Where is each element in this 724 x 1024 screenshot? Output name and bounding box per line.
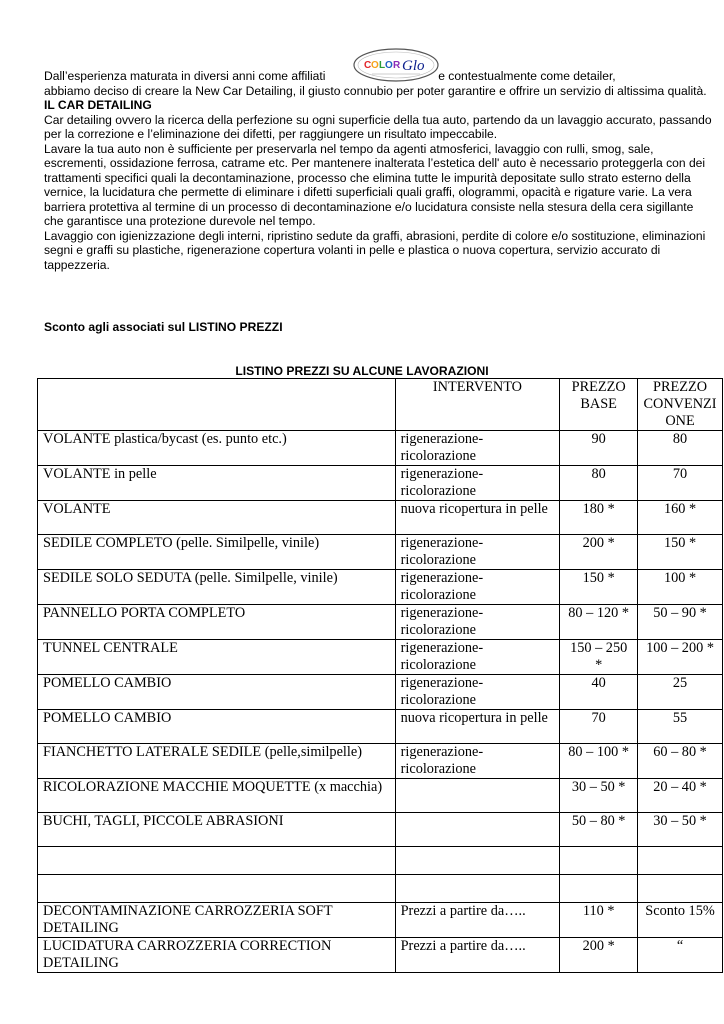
- table-row: [38, 938, 723, 973]
- row-cell-item: TUNNEL CENTRALE: [38, 640, 396, 675]
- table-row: [38, 744, 723, 779]
- row-cell-prezzo-convenzione: 70: [638, 466, 723, 501]
- row-cell-item: VOLANTE in pelle: [38, 466, 396, 501]
- row-cell-prezzo-convenzione: 25: [638, 675, 723, 710]
- row-cell-intervento: rigenerazione-ricolorazione: [395, 640, 560, 675]
- row-cell-intervento: rigenerazione-ricolorazione: [395, 431, 560, 466]
- row-cell-prezzo-convenzione: 150 *: [638, 535, 723, 570]
- row-cell-intervento: nuova ricopertura in pelle: [395, 710, 560, 744]
- section-heading: IL CAR DETAILING: [44, 98, 152, 112]
- table-row: [38, 710, 723, 744]
- row-cell-intervento: rigenerazione-ricolorazione: [395, 535, 560, 570]
- row-cell-item: FIANCHETTO LATERALE SEDILE (pelle,similpelle): [38, 744, 396, 779]
- table-row: [38, 605, 723, 640]
- row-cell-prezzo-base: 150 *: [560, 570, 638, 605]
- table-row: [38, 813, 723, 847]
- row-cell-prezzo-base: 200 *: [560, 535, 638, 570]
- intro-line-1: [44, 58, 716, 84]
- row-cell-item: PANNELLO PORTA COMPLETO: [38, 605, 396, 640]
- row-cell-prezzo-base: 110 *: [560, 903, 638, 938]
- table-row: [38, 847, 723, 875]
- table-row: [38, 501, 723, 535]
- intro-paragraph-2: Lavare la tua auto non è sufficiente per preservarla nel tempo da agenti atmosferici, lavaggio con rulli, smog, sale, escrementi, ossidazione ferrosa, catrame etc. Per mantenere inalterata l’estetica dell' auto è necessario proteggerla con dei trattamenti specifici quali la decontaminazione, processo che elimina tutte le impurità depositate sullo strato esterno della vernice, la lucidatura che permette di eliminare i difetti superficiali quali graffi, ologrammi, opacità e rigature varie. La vera barriera protettiva al termine di un processo di decontaminazione e/o lucidatura consiste nella stesura della cera sigillante che garantisce una protezione durevole nel tempo.: [44, 141, 706, 228]
- row-cell-prezzo-base: 30 – 50 *: [560, 779, 638, 813]
- row-cell-prezzo-convenzione: 100 – 200 *: [638, 640, 723, 675]
- svg-text:R: R: [393, 60, 401, 71]
- intro-line-2: abbiamo deciso di creare la New Car Detailing, il giusto connubio per poter garantire e offrire un servizio di altissima qualità.: [44, 83, 707, 98]
- table-row: [38, 535, 723, 570]
- row-cell-item: POMELLO CAMBIO: [38, 710, 396, 744]
- row-cell-prezzo-convenzione: [638, 847, 723, 875]
- listino-title: LISTINO PREZZI SU ALCUNE LAVORAZIONI: [235, 364, 489, 378]
- row-cell-item: VOLANTE: [38, 501, 396, 535]
- sconto-heading: Sconto agli associati sul LISTINO PREZZI: [44, 320, 283, 334]
- intro-text: [44, 58, 716, 272]
- row-cell-item: [38, 847, 396, 875]
- row-cell-item: VOLANTE plastica/bycast (es. punto etc.): [38, 431, 396, 466]
- row-cell-intervento: Prezzi a partire da…..: [395, 903, 560, 938]
- table-row: [38, 779, 723, 813]
- row-cell-item: [38, 875, 396, 903]
- row-cell-item: SEDILE COMPLETO (pelle. Similpelle, vinile): [38, 535, 396, 570]
- row-cell-prezzo-base: 90: [560, 431, 638, 466]
- table-row: [38, 466, 723, 501]
- header-cell-prezzo-convenzione: PREZZO CONVENZI ONE: [638, 379, 723, 431]
- svg-text:L: L: [379, 60, 386, 71]
- row-cell-prezzo-base: 150 – 250 *: [560, 640, 638, 675]
- row-cell-intervento: rigenerazione-ricolorazione: [395, 466, 560, 501]
- row-cell-prezzo-convenzione: 160 *: [638, 501, 723, 535]
- header-cell-item: [38, 379, 396, 431]
- table-row: [38, 875, 723, 903]
- row-cell-prezzo-base: 80: [560, 466, 638, 501]
- row-cell-prezzo-base: [560, 847, 638, 875]
- row-cell-prezzo-convenzione: 30 – 50 *: [638, 813, 723, 847]
- row-cell-intervento: [395, 875, 560, 903]
- row-cell-prezzo-convenzione: [638, 875, 723, 903]
- row-cell-prezzo-convenzione: 50 – 90 *: [638, 605, 723, 640]
- row-cell-prezzo-base: [560, 875, 638, 903]
- row-cell-intervento: [395, 779, 560, 813]
- table-row: [38, 570, 723, 605]
- row-cell-prezzo-convenzione: 80: [638, 431, 723, 466]
- table-header-row: [38, 379, 723, 431]
- table-row: [38, 640, 723, 675]
- row-cell-item: BUCHI, TAGLI, PICCOLE ABRASIONI: [38, 813, 396, 847]
- row-cell-prezzo-convenzione: 60 – 80 *: [638, 744, 723, 779]
- row-cell-item: LUCIDATURA CARROZZERIA CORRECTION DETAILING: [38, 938, 396, 973]
- row-cell-prezzo-base: 70: [560, 710, 638, 744]
- row-cell-intervento: rigenerazione-ricolorazione: [395, 605, 560, 640]
- row-cell-intervento: rigenerazione-ricolorazione: [395, 675, 560, 710]
- row-cell-intervento: rigenerazione-ricolorazione: [395, 570, 560, 605]
- intro-line1-before: Dall’esperienza maturata in diversi anni come affiliati: [44, 69, 326, 83]
- table-row: [38, 431, 723, 466]
- row-cell-prezzo-base: 200 *: [560, 938, 638, 973]
- row-cell-item: SEDILE SOLO SEDUTA (pelle. Similpelle, vinile): [38, 570, 396, 605]
- table-row: [38, 903, 723, 938]
- row-cell-intervento: rigenerazione-ricolorazione: [395, 744, 560, 779]
- row-cell-intervento: Prezzi a partire da…..: [395, 938, 560, 973]
- row-cell-prezzo-convenzione: 100 *: [638, 570, 723, 605]
- svg-text:O: O: [371, 60, 379, 71]
- header-cell-intervento: INTERVENTO: [395, 379, 560, 431]
- row-cell-intervento: [395, 813, 560, 847]
- intro-line1-after: e contestualmente come detailer,: [438, 69, 616, 83]
- row-cell-prezzo-convenzione: 20 – 40 *: [638, 779, 723, 813]
- row-cell-prezzo-base: 50 – 80 *: [560, 813, 638, 847]
- row-cell-item: RICOLORAZIONE MACCHIE MOQUETTE (x macchia): [38, 779, 396, 813]
- price-table: [37, 378, 723, 973]
- row-cell-item: POMELLO CAMBIO: [38, 675, 396, 710]
- row-cell-prezzo-base: 80 – 100 *: [560, 744, 638, 779]
- row-cell-prezzo-convenzione: “: [638, 938, 723, 973]
- row-cell-item: DECONTAMINAZIONE CARROZZERIA SOFT DETAILING: [38, 903, 396, 938]
- svg-text:Glo: Glo: [402, 58, 425, 74]
- colorglo-logo-icon: [352, 47, 440, 83]
- row-cell-prezzo-base: 40: [560, 675, 638, 710]
- header-cell-prezzo-base: PREZZO BASE: [560, 379, 638, 431]
- svg-text:C: C: [364, 60, 372, 71]
- intro-paragraph-1: Car detailing ovvero la ricerca della perfezione su ogni superficie della tua auto, partendo da un lavaggio accurato, passando per la correzione e l’eliminazione dei difetti, per raggiungere un risultato impeccabile.: [44, 112, 712, 141]
- table-row: [38, 675, 723, 710]
- intro-paragraph-3: Lavaggio con igienizzazione degli interni, ripristino sedute da graffi, abrasioni, perdite di colore e/o sostituzione, eliminazioni segni e graffi su plastiche, rigenerazione copertura volanti in pelle e plastica o nuova copertura, servizio accurato di tappezzeria.: [44, 228, 706, 272]
- row-cell-prezzo-convenzione: 55: [638, 710, 723, 744]
- row-cell-prezzo-convenzione: Sconto 15%: [638, 903, 723, 938]
- svg-text:O: O: [385, 60, 393, 71]
- row-cell-prezzo-base: 80 – 120 *: [560, 605, 638, 640]
- row-cell-intervento: [395, 847, 560, 875]
- row-cell-intervento: nuova ricopertura in pelle: [395, 501, 560, 535]
- row-cell-prezzo-base: 180 *: [560, 501, 638, 535]
